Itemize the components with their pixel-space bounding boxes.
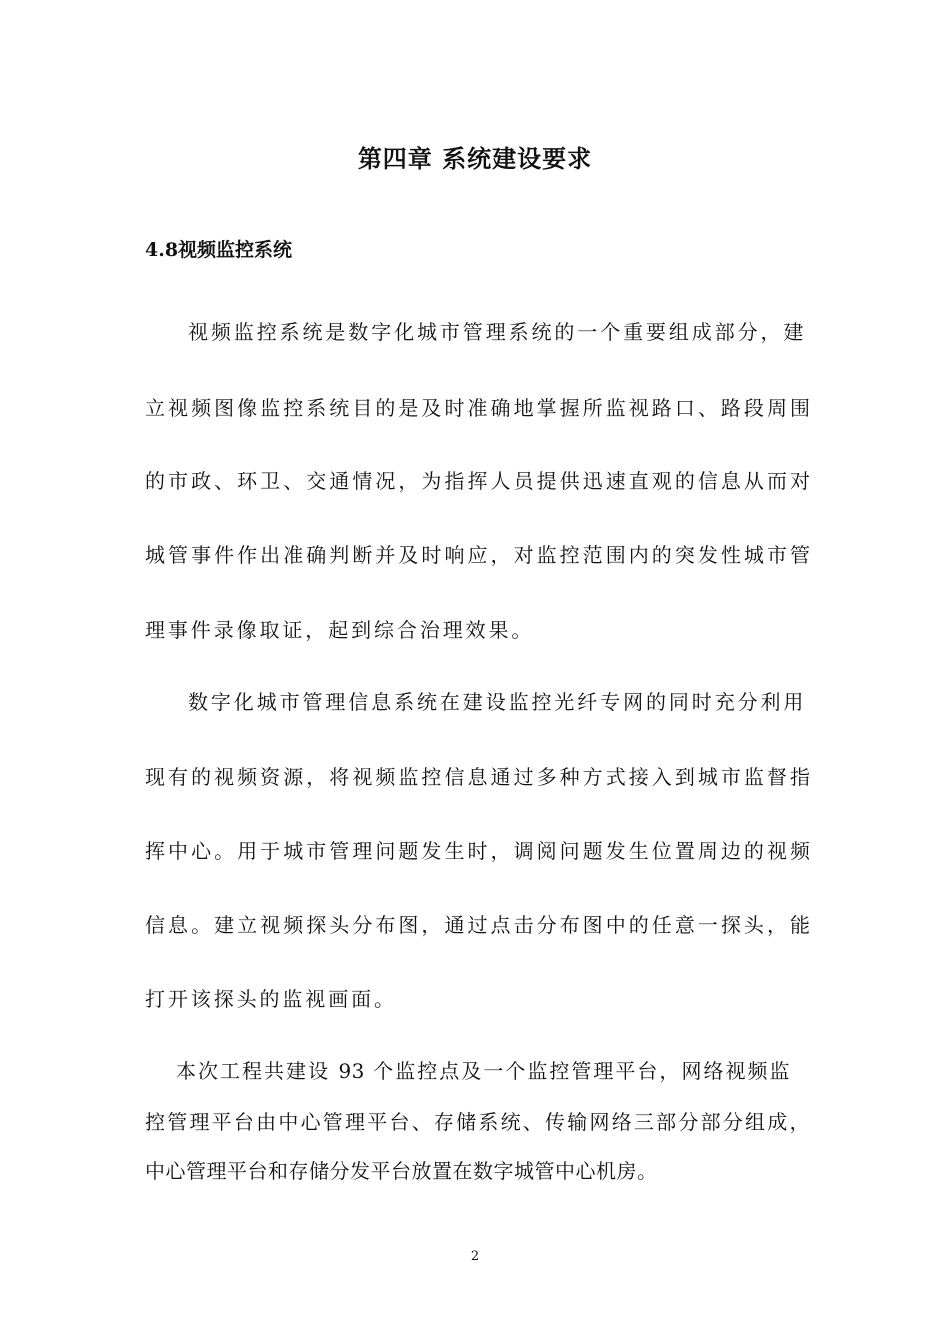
paragraph-3-line-3: 中心管理平台和存储分发平台放置在数字城管中心机房。 — [145, 1159, 658, 1183]
section-heading: 4.8视频监控系统 — [145, 239, 293, 261]
paragraph-2-line-4: 信息。建立视频探头分布图，通过点击分布图中的任意一探头，能 — [145, 913, 810, 937]
paragraph-2-line-1: 数字化城市管理信息系统在建设监控光纤专网的同时充分利用 — [188, 690, 807, 714]
paragraph-1-line-4: 城管事件作出准确判断并及时响应，对监控范围内的突发性城市管 — [145, 543, 810, 567]
paragraph-2-line-3: 挥中心。用于城市管理问题发生时，调阅问题发生位置周边的视频 — [145, 839, 810, 863]
paragraph-1-line-3: 的市政、环卫、交通情况，为指挥人员提供迅速直观的信息从而对 — [145, 469, 810, 493]
paragraph-1-line-1: 视频监控系统是数字化城市管理系统的一个重要组成部分，建 — [188, 320, 807, 344]
chapter-title: 第四章 系统建设要求 — [357, 144, 593, 173]
paragraph-1-line-5: 理事件录像取证，起到综合治理效果。 — [145, 618, 535, 642]
paragraph-2-line-5: 打开该探头的监视画面。 — [145, 987, 397, 1011]
paragraph-3-line-2: 控管理平台由中心管理平台、存储系统、传输网络三部分部分组成， — [145, 1110, 810, 1134]
paragraph-1-line-2: 立视频图像监控系统目的是及时准确地掌握所监视路口、路段周围 — [145, 396, 810, 420]
paragraph-3-line-1: 本次工程共建设 93 个监控点及一个监控管理平台，网络视频监 — [176, 1059, 790, 1083]
page-number: 2 — [470, 1249, 480, 1264]
paragraph-2-line-2: 现有的视频资源，将视频监控信息通过多种方式接入到城市监督指 — [145, 765, 810, 789]
